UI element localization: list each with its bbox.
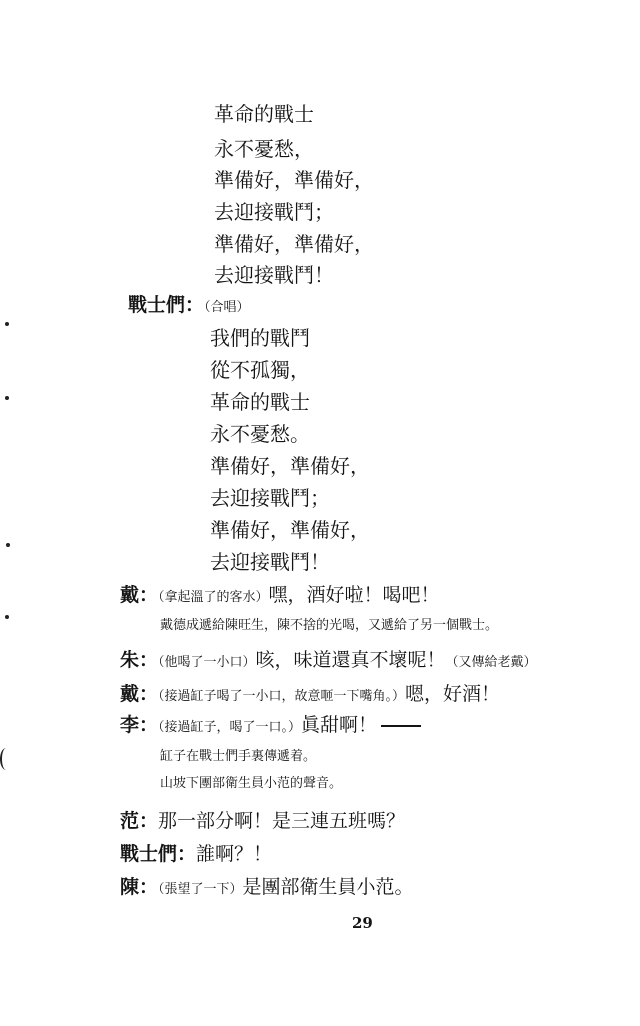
song2-line-5: 準備好，準備好， — [210, 454, 370, 478]
dialogue-text: 誰啊？！ — [196, 843, 273, 865]
dialogue-chen — [120, 872, 414, 899]
song2-line-2: 從不孤獨， — [210, 358, 310, 382]
dialogue-text: 那一部分啊！是三連五班嗎？ — [158, 810, 406, 832]
dialogue-text: 嘿，酒好啦！喝吧！ — [268, 584, 440, 606]
speaker-fan: 范： — [120, 810, 159, 832]
song1-line-6: 去迎接戰鬥！ — [214, 263, 334, 287]
stage-direction-1: 戴德成遞給陳旺生，陳不捨的光喝，又遞給了另一個戰士。 — [160, 618, 499, 633]
scan-speck — [5, 322, 9, 326]
dialogue-zhu — [120, 645, 537, 672]
stage-note: （合唱） — [204, 300, 250, 315]
dash-mark — [381, 725, 421, 727]
song1-line-5: 準備好，準備好， — [214, 232, 374, 256]
dialogue-text: 眞甜啊！ — [301, 714, 378, 736]
dialogue-text: 嗯，好酒！ — [405, 683, 501, 705]
dialogue-dai-1 — [120, 580, 440, 607]
scan-speck — [5, 396, 9, 400]
dialogue-text: 是團部衛生員小范。 — [242, 876, 414, 898]
song2-line-8: 去迎接戰鬥！ — [210, 550, 330, 574]
speaker-chen: 陳： — [120, 876, 159, 898]
song2-line-3: 革命的戰士 — [210, 390, 310, 414]
scan-speck — [5, 615, 9, 619]
scan-speck — [6, 543, 10, 547]
dialogue-li — [120, 710, 421, 737]
scan-edge-mark — [0, 748, 12, 770]
stage-note: （張望了一下） — [158, 882, 243, 897]
speaker-dai: 戴： — [120, 584, 159, 606]
speaker-li: 李： — [120, 714, 159, 736]
stage-note: （接過缸子，喝了一口。） — [158, 720, 302, 735]
dialogue-fan — [120, 806, 405, 833]
chorus-intro-line — [128, 290, 250, 317]
song1-line-1: 革命的戰士 — [214, 102, 314, 126]
dialogue-soldiers — [120, 839, 272, 866]
stage-direction-2: 缸子在戰士們手裏傳遞着。 — [160, 749, 317, 764]
speaker-zhu: 朱： — [120, 649, 159, 671]
song1-line-3: 準備好，準備好， — [214, 168, 374, 192]
song1-line-2: 永不憂愁， — [214, 137, 314, 161]
stage-direction-3: 山坡下團部衛生員小范的聲音。 — [160, 776, 343, 791]
speaker-soldiers: 戰士們： — [120, 843, 197, 865]
stage-note: （拿起溫了的客水） — [158, 590, 269, 605]
song2-line-6: 去迎接戰鬥； — [210, 486, 330, 510]
page-number: 29 — [352, 914, 373, 932]
song1-line-4: 去迎接戰鬥； — [214, 200, 334, 224]
song2-line-7: 準備好，準備好， — [210, 518, 370, 542]
stage-note-2: （又傳給老戴） — [445, 655, 537, 670]
speaker-dai: 戴： — [120, 683, 159, 705]
stage-note: （他喝了一小口） — [158, 655, 256, 670]
stage-note: （接過缸子喝了一小口，故意咂一下嘴角。） — [158, 689, 406, 704]
song2-line-4: 永不憂愁。 — [210, 422, 310, 446]
dialogue-text: 咳，味道還真不壞呢！ — [255, 649, 446, 671]
speaker-soldiers: 戰士們： — [128, 294, 205, 316]
song2-line-1: 我們的戰鬥 — [210, 326, 310, 350]
dialogue-dai-2 — [120, 679, 500, 706]
